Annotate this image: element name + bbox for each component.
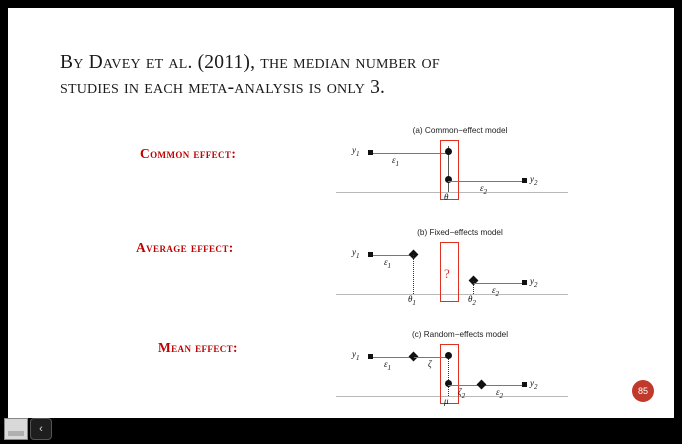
figure-caption-a: (a) Common−effect model — [412, 126, 508, 135]
page-title — [60, 50, 650, 100]
theta1-dotted-line-b — [413, 255, 414, 294]
study-label-left-b: $y_1$ — [352, 247, 360, 260]
effect-dot-a — [445, 148, 452, 155]
study-marker-right-a — [522, 178, 527, 183]
error-label-left-c: $\varepsilon_1$ — [384, 359, 392, 372]
error-line-right-c — [448, 385, 526, 386]
study-label-right-a: $y_2$ — [530, 174, 538, 187]
label-mean-effect: Mean effect: — [158, 340, 238, 355]
error-label-left-a: $\varepsilon_1$ — [392, 155, 400, 168]
zeta-line-left-c — [414, 357, 448, 358]
error-line-right-a — [448, 181, 526, 182]
label-average-effect: Average effect: — [136, 240, 234, 255]
mean-dot-top-c — [445, 352, 452, 359]
error-label-right-c: $\varepsilon_2$ — [496, 387, 504, 400]
study-label-right-b: $y_2$ — [530, 276, 538, 289]
label-common-effect: Common effect: — [140, 146, 237, 161]
error-line-right-b — [474, 283, 526, 284]
study-marker-right-b — [522, 280, 527, 285]
figure-common-effect-model — [330, 126, 590, 216]
question-mark-b: ? — [444, 266, 450, 281]
vertical-dotted-c — [448, 354, 449, 396]
study-effect-diamond-right-c — [477, 380, 487, 390]
axis-label-theta2-b: $\theta_2$ — [468, 294, 476, 307]
page-number-badge: 85 — [632, 380, 654, 402]
study-label-left-c: $y_1$ — [352, 349, 360, 362]
figure-fixed-effects-model — [330, 228, 590, 318]
parameter-label-c: μ — [444, 396, 449, 406]
previous-slide-button[interactable]: ‹ — [30, 418, 52, 440]
axis-label-theta1-b: $\theta_1$ — [408, 294, 416, 307]
study-label-left-a: $y_1$ — [352, 145, 360, 158]
slide-canvas — [8, 8, 674, 418]
slide-thumbnail-button[interactable] — [4, 418, 28, 440]
error-label-left-b: $\varepsilon_1$ — [384, 257, 392, 270]
study-label-right-c: $y_2$ — [530, 378, 538, 391]
zeta-label-c: ζ — [428, 359, 432, 369]
zeta2-label-c: $\zeta_2$ — [458, 387, 466, 400]
error-label-right-a: $\varepsilon_2$ — [480, 183, 488, 196]
figure-caption-b: (b) Fixed−effects model — [417, 228, 503, 237]
error-line-left-a — [373, 153, 449, 154]
figure-caption-c: (c) Random−effects model — [411, 330, 509, 339]
title-line-2: studies in each meta-analysis is only 3. — [60, 77, 386, 98]
title-line-1: By Davey et al. (2011), the median number of — [60, 52, 440, 73]
figure-random-effects-model — [330, 330, 590, 420]
study-marker-right-c — [522, 382, 527, 387]
error-label-right-b: $\varepsilon_2$ — [492, 285, 500, 298]
parameter-label-a: θ — [444, 192, 449, 202]
